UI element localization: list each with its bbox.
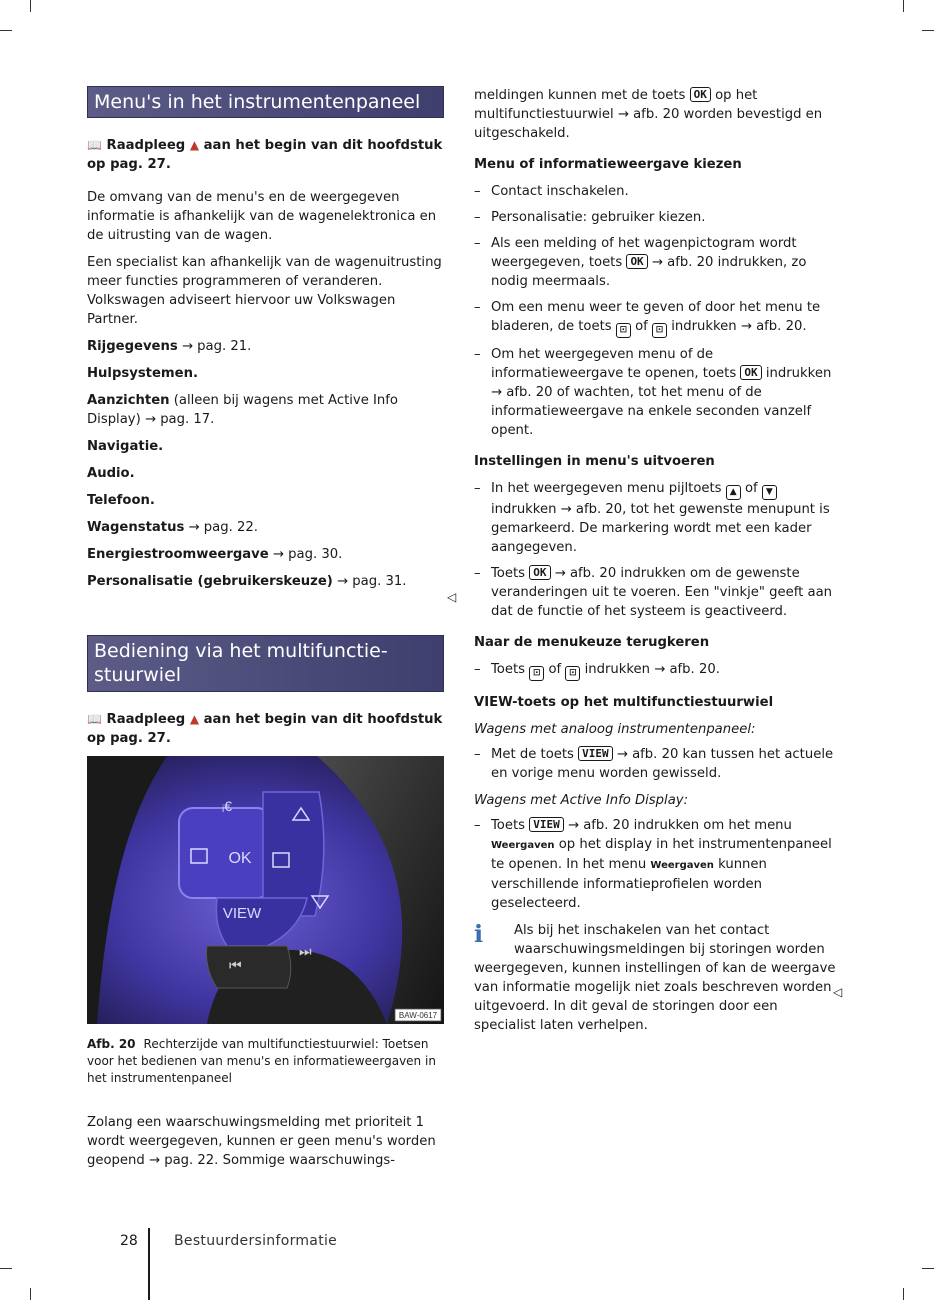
section-banner-steering: Bediening via het multifunctie-stuurwiel bbox=[87, 635, 444, 692]
list-item: – Toets OK → afb. 20 indrukken om de gewenste veranderingen uit te voeren. Een "vinkje" geeft aan dat de functie of het systeem is geactiveerd. bbox=[474, 564, 840, 621]
heading: Naar de menukeuze terugkeren bbox=[474, 635, 710, 650]
paragraph: De omvang van de menu's en de weergegeven informatie is afhankelijk van de wagenelektronica en de uitrusting van de wagen. bbox=[87, 190, 437, 243]
view-key-icon: VIEW bbox=[578, 746, 613, 761]
ok-key-icon: OK bbox=[626, 254, 647, 269]
figure-caption: Afb. 20 Rechterzijde van multifunctiestuurwiel: Toetsen voor het bedienen van menu's en informatieweergaven in het instrumentenpaneel bbox=[87, 1037, 436, 1085]
crop-mark bbox=[922, 30, 934, 31]
menu-item: Audio. bbox=[87, 466, 135, 481]
menu-left-key-icon: ⊡ bbox=[616, 323, 631, 338]
menu-right-key-icon: ⊡ bbox=[652, 323, 667, 338]
arrow-up-key-icon: ▲ bbox=[726, 485, 741, 500]
end-mark-icon: ◁ bbox=[447, 590, 457, 604]
menu-item: Rijgegevens → pag. 21. bbox=[87, 339, 252, 354]
crop-mark bbox=[903, 1288, 904, 1300]
heading: VIEW-toets op het multifunctiestuurwiel bbox=[474, 695, 774, 710]
list-item: – Om een menu weer te geven of door het menu te bladeren, de toets ⊡ of ⊡ indrukken → afb. 20. bbox=[474, 298, 840, 338]
crop-mark bbox=[30, 0, 31, 12]
ok-button-label: OK bbox=[228, 850, 252, 867]
subheading: Wagens met Active Info Display: bbox=[474, 793, 689, 808]
page-number: 28 bbox=[120, 1233, 138, 1249]
paragraph: meldingen kunnen met de toets OK op het multifunctiestuurwiel → afb. 20 worden bevestigd en uitgeschakeld. bbox=[474, 88, 823, 141]
ok-key-icon: OK bbox=[529, 565, 550, 580]
step-list bbox=[474, 660, 840, 681]
view-key-icon: VIEW bbox=[529, 817, 564, 832]
crop-mark bbox=[30, 1288, 31, 1300]
ok-key-icon: OK bbox=[690, 87, 711, 102]
heading: Instellingen in menu's uitvoeren bbox=[474, 454, 715, 469]
right-column bbox=[474, 86, 843, 1035]
crop-mark bbox=[922, 1268, 934, 1269]
menu-right-key-icon: ⊡ bbox=[565, 666, 580, 681]
book-icon: 📖 bbox=[87, 712, 102, 726]
end-mark-icon: ◁ bbox=[833, 985, 843, 999]
list-item: – Met de toets VIEW → afb. 20 kan tussen het actuele en vorige menu worden gewisseld. bbox=[474, 745, 840, 783]
step-list bbox=[474, 745, 840, 783]
section-banner-menus: Menu's in het instrumentenpaneel bbox=[87, 86, 444, 118]
heading: Menu of informatieweergave kiezen bbox=[474, 157, 742, 172]
list-item: – Contact inschakelen. bbox=[474, 182, 840, 201]
info-note: ℹ Als bij het inschakelen van het contact waarschuwingsmeldingen bij storingen worden weergegeven, kunnen instellingen of kan de weergave van informatie mogelijk niet zoals beschreven worden uitgevoerd. In dit geval de storingen door een specialist laten verhelpen. bbox=[474, 920, 836, 1033]
paragraph: Een specialist kan afhankelijk van de wagenuitrusting meer functies programmeren of veranderen. Volkswagen adviseert hiervoor uw Volkswagen Partner. bbox=[87, 255, 442, 327]
menu-left-key-icon: ⊡ bbox=[529, 666, 544, 681]
menu-item: Navigatie. bbox=[87, 439, 164, 454]
ok-key-icon: OK bbox=[740, 365, 761, 380]
list-item: – Als een melding of het wagenpictogram wordt weergegeven, toets OK → afb. 20 indrukken, zo nodig meermaals. bbox=[474, 234, 840, 291]
crop-mark bbox=[0, 1268, 12, 1269]
menu-item: Telefoon. bbox=[87, 493, 155, 508]
steering-wheel-illustration bbox=[87, 756, 444, 1024]
arrow-down-key-icon: ▼ bbox=[762, 485, 777, 500]
figure-code: BAW-0617 bbox=[398, 1011, 438, 1020]
book-icon: 📖 bbox=[87, 138, 102, 152]
menu-list bbox=[87, 337, 444, 591]
step-list bbox=[474, 816, 840, 913]
menu-item: Aanzichten (alleen bij wagens met Active Info Display) → pag. 17. bbox=[87, 393, 398, 427]
warning-triangle-icon: ▲ bbox=[189, 138, 200, 152]
reference-note: 📖 Raadpleeg ▲ aan het begin van dit hoofdstuk op pag. 27. bbox=[87, 712, 443, 746]
previous-track-icon: ⏮ bbox=[229, 958, 242, 974]
paragraph: Zolang een waarschuwingsmelding met prioriteit 1 wordt weergegeven, kunnen er geen menu's worden geopend → pag. 22. Sommige waarschuwings- bbox=[87, 1115, 436, 1168]
warning-triangle-icon: ▲ bbox=[189, 712, 200, 726]
list-item: – Toets ⊡ of ⊡ indrukken → afb. 20. bbox=[474, 660, 840, 681]
menu-item: Wagenstatus → pag. 22. bbox=[87, 520, 258, 535]
footer-divider bbox=[148, 1228, 150, 1300]
crop-mark bbox=[903, 0, 904, 12]
crop-mark bbox=[0, 30, 12, 31]
info-icon: ℹ bbox=[474, 920, 484, 948]
menu-item: Hulpsystemen. bbox=[87, 366, 199, 381]
footer-section: Bestuurdersinformatie bbox=[174, 1233, 338, 1249]
steering-wheel-figure bbox=[87, 756, 444, 1024]
menu-item: Personalisatie (gebruikerskeuze) → pag. 31. bbox=[87, 574, 407, 589]
list-item: – Personalisatie: gebruiker kiezen. bbox=[474, 208, 840, 227]
subheading: Wagens met analoog instrumentenpaneel: bbox=[474, 722, 756, 737]
list-item: – Om het weergegeven menu of de informatieweergave te openen, toets OK indrukken → afb. 20 of wachten, tot het menu of de informatieweergave na enkele seconden vanzelf opent. bbox=[474, 345, 840, 440]
step-list bbox=[474, 182, 840, 440]
menu-item: Energiestroomweergave → pag. 30. bbox=[87, 547, 343, 562]
left-column bbox=[87, 86, 444, 1178]
list-item: – Toets VIEW → afb. 20 indrukken om het menu Weergaven op het display in het instrumentenpaneel te openen. In het menu Weergaven kunnen verschillende informatieprofielen worden geselecteerd. bbox=[474, 816, 840, 913]
voice-icon: ᵢ€ bbox=[222, 798, 232, 814]
next-track-icon: ⏭ bbox=[299, 944, 312, 960]
reference-note: 📖 Raadpleeg ▲ aan het begin van dit hoofdstuk op pag. 27. bbox=[87, 138, 443, 172]
list-item: – In het weergegeven menu pijltoets ▲ of ▼ indrukken → afb. 20, tot het gewenste menupunt is gemarkeerd. De markering wordt met een kader aangegeven. bbox=[474, 479, 840, 557]
view-button-label: VIEW bbox=[222, 905, 262, 922]
step-list bbox=[474, 479, 840, 621]
